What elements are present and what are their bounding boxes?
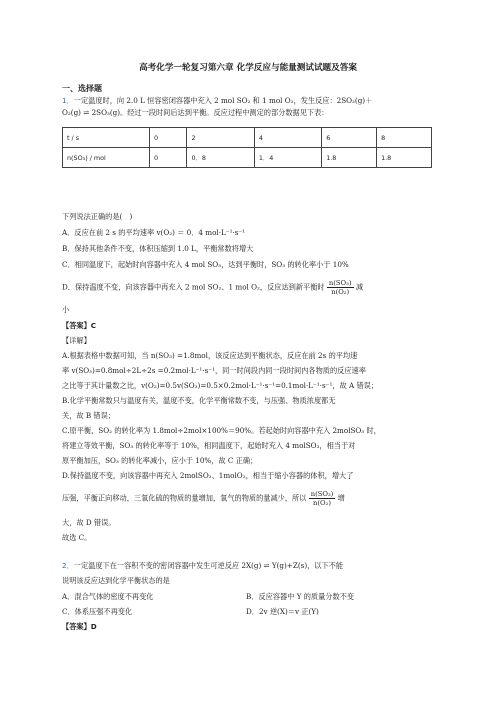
fraction-numerator: n(SO₃) — [310, 490, 334, 498]
q1-explain-line: 大，故 D 错误。 — [62, 518, 116, 527]
q1-explain-line: D.保持温度不变，向该容器中再充入 2molSO₂、1molO₂，相当于缩小容器的体积，增大了 — [62, 471, 354, 480]
table-cell: 0．8 — [187, 148, 254, 168]
q1-number: 1． — [62, 96, 74, 105]
fraction-denominator: n(O₂) — [313, 499, 331, 507]
q1-data-table — [62, 127, 432, 168]
q1-explain-line: A.根据表格中数据可知，当 n(SO₃) =1.8mol，该反应达到平衡状态，反应在前 2s 的平均速 — [62, 351, 358, 360]
q1-option-d-cont: 小 — [62, 305, 70, 314]
fraction-denominator: n(O₂) — [331, 288, 350, 296]
q1-stem-b: O₂(g) ⇌ 2SO₃(g)。经过一段时间后达到平衡。反应过程中测定的部分数据见下表： — [62, 108, 329, 117]
q1-option-a: A．反应在前 2 s 的平均速率 v(O₂) ＝ 0．4 mol·L⁻¹·s⁻¹ — [62, 228, 246, 237]
q1-explain-line: 率 v(SO₃)=0.8mol÷2L÷2s =0.2mol·L⁻¹·s⁻¹，同一时间段内同一段时间内各物质的反应速率 — [62, 366, 366, 375]
document-title: 高考化学一轮复习第六章 化学反应与能量测试试题及答案 — [139, 63, 357, 73]
table-cell: 4 — [254, 128, 321, 148]
table-cell: 2 — [187, 128, 254, 148]
q1-option-d-tail: 减 — [355, 282, 364, 292]
q1-conclusion: 故选 C。 — [62, 533, 92, 542]
q2-number: 2． — [62, 561, 74, 570]
table-row — [63, 148, 432, 168]
q1-explain-line-fraction — [62, 490, 345, 507]
table-cell: 1.8 — [377, 148, 432, 168]
q1-explain-tail: 增 — [337, 493, 345, 503]
q2-answer: 【答案】D — [62, 622, 97, 631]
q2-stem-b: 说明该反应达到化学平衡状态的是 — [62, 576, 170, 585]
q1-explain-line: 将建立等效平衡，SO₃ 的转化率等于 10%，相同温度下，起始时充入 4 molSO₃，相当于对 — [62, 441, 356, 450]
table-cell: 8 — [377, 128, 432, 148]
table-cell: 1.8 — [322, 148, 377, 168]
q1-stem-line-1 — [62, 96, 372, 106]
ratio-fraction — [309, 490, 336, 507]
q1-stem-a: 一定温度时，向 2.0 L 恒容密闭容器中充入 2 mol SO₂ 和 1 mol O₂，发生反应：2SO₂(g)＋ — [73, 96, 373, 105]
table-cell: t / s — [63, 128, 150, 148]
q1-explain-line: C.原平衡，SO₂ 的转化率为 1.8mol÷2mol×100%＝90%。若起始时向容器中充入 2molSO₃ 时， — [62, 426, 381, 435]
q1-explain-line: 原平衡加压，SO₃ 的转化率减小，应小于 10%，故 C 正确； — [62, 456, 258, 465]
q2-option-d: D．2v 逆(X)＝v 正(Y) — [246, 607, 319, 616]
q1-explain-line: B.化学平衡常数只与温度有关，温度不变，化学平衡常数不变，与压强、物质浓度都无 — [62, 396, 336, 405]
q1-explain-title: 【详解】 — [62, 336, 91, 345]
q2-option-b: B．反应容器中 Y 的质量分数不变 — [246, 592, 355, 601]
table-cell: 1．4 — [254, 148, 321, 168]
q2-option-c: C．体系压强不再变化 — [62, 607, 133, 616]
table-cell: 0 — [150, 148, 187, 168]
q1-explain-line: 关，故 B 错误； — [62, 411, 115, 420]
q1-option-d — [62, 279, 363, 296]
fraction-numerator: n(SO₃) — [328, 279, 352, 287]
q1-explain-line: 之比等于其计量数之比，v(O₂)=0.5v(SO₃)=0.5×0.2mol·L⁻¹·s⁻¹=0.1mol·L⁻¹·s⁻¹，故 A 错误； — [62, 381, 379, 390]
q1-option-b: B．保持其他条件不变，体积压缩到 1.0 L，平衡常数将增大 — [62, 244, 254, 253]
ratio-fraction — [327, 279, 354, 296]
q1-option-d-text: D．保持温度不变，向该容器中再充入 2 mol SO₂、1 mol O₂，反应达到新平衡时 — [62, 282, 325, 292]
q2-stem-line-1 — [62, 561, 343, 571]
table-cell: 0 — [150, 128, 187, 148]
q1-explain-text: 压强，平衡正向移动，三氧化硫的物质的量增加，氧气的物质的量减少，所以 — [62, 493, 307, 503]
table-cell: 6 — [322, 128, 377, 148]
q1-option-c: C．相同温度下，起始时向容器中充入 4 mol SO₃，达到平衡时，SO₃ 的转化率小于 10% — [62, 260, 349, 269]
q2-option-a: A．混合气体的密度不再变化 — [62, 592, 154, 601]
section-heading: 一、选择题 — [62, 84, 102, 93]
q2-stem-a: 一定温度下在一容积不变的密闭容器中发生可逆反应 2X(g) ⇌ Y(g)+Z(s)，以下不能 — [73, 561, 344, 570]
q1-answer: 【答案】C — [62, 321, 97, 330]
table-cell: n(SO₃) / mol — [63, 148, 150, 168]
q1-prompt: 下列说法正确的是( ) — [62, 212, 133, 221]
table-header-row — [63, 128, 432, 148]
